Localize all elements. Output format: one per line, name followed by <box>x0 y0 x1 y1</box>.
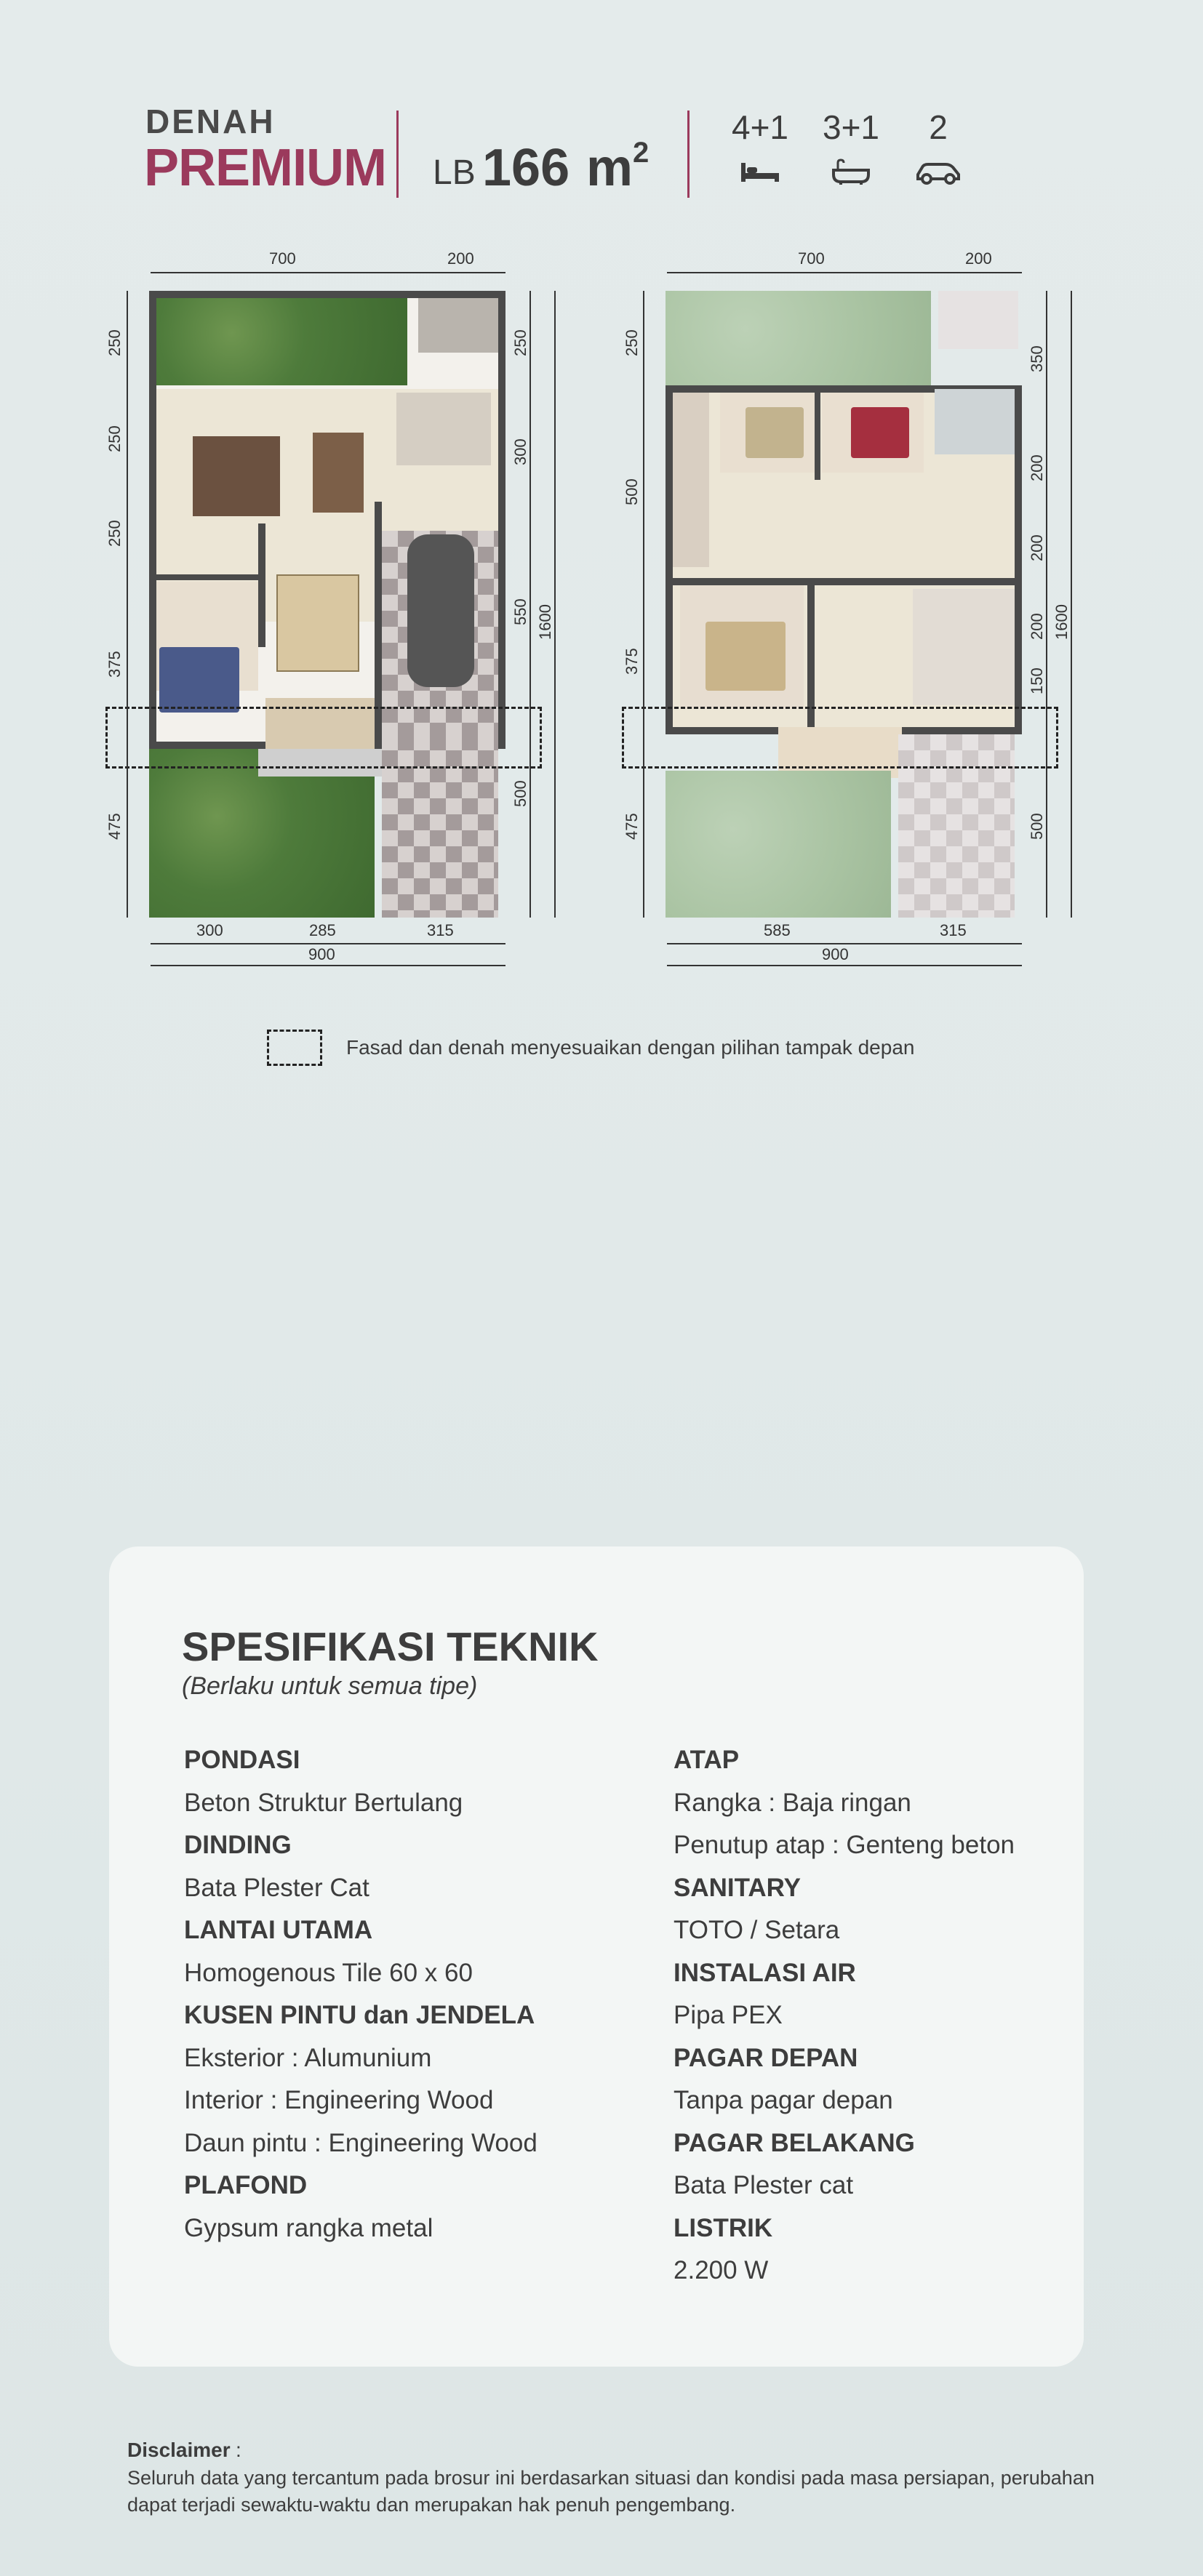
area-value: 166 <box>482 139 570 197</box>
spec-heading: DINDING <box>184 1831 292 1859</box>
dim-bottom: 285 <box>309 921 336 939</box>
dim-right: 550 <box>511 598 529 625</box>
facade-zone <box>622 707 1058 769</box>
lb-label: LB <box>433 153 476 192</box>
dim-left: 250 <box>623 329 641 356</box>
spec-value: Penutup atap : Genteng beton <box>674 1831 1015 1859</box>
bedroom-count: 4+1 <box>731 108 789 146</box>
upper-floor-plan <box>666 291 1022 918</box>
bed-icon <box>716 159 804 188</box>
carport-count: 2 <box>929 108 948 146</box>
ground-floor-plan <box>149 291 505 918</box>
dim-top: 200 <box>965 249 992 268</box>
facade-zone <box>105 707 542 769</box>
spec-column-right <box>674 1739 1015 2292</box>
spec-heading: LISTRIK <box>674 2213 773 2242</box>
car-icon <box>895 159 982 188</box>
dim-right: 150 <box>1028 667 1046 694</box>
spec-subtitle: (Berlaku untuk semua tipe) <box>182 1672 478 1700</box>
dim-left: 250 <box>105 329 124 356</box>
dim-bottom: 585 <box>764 921 791 939</box>
sofa <box>276 574 359 672</box>
dim-right: 200 <box>1028 534 1046 561</box>
dim-right: 350 <box>1028 345 1046 372</box>
dim-left: 500 <box>623 478 641 505</box>
legend-dashed-box-icon <box>267 1030 322 1066</box>
spec-value: Bata Plester Cat <box>184 1873 369 1902</box>
spec-value: Daun pintu : Engineering Wood <box>184 2128 537 2157</box>
front-garden-view <box>666 771 891 918</box>
legend-text: Fasad dan denah menyesuaikan dengan pilihan tampak depan <box>346 1036 915 1059</box>
spec-heading: KUSEN PINTU dan JENDELA <box>184 2001 535 2029</box>
spec-value: Rangka : Baja ringan <box>674 1788 911 1817</box>
spec-heading: LANTAI UTAMA <box>184 1916 373 1944</box>
bed <box>706 622 786 691</box>
spec-heading: SANITARY <box>674 1873 801 1902</box>
dim-bottom: 315 <box>427 921 454 939</box>
spec-value: Beton Struktur Bertulang <box>184 1788 463 1817</box>
spec-heading: INSTALASI AIR <box>674 1958 856 1987</box>
disclaimer-colon: : <box>236 2439 241 2461</box>
dim-total-width: 900 <box>308 945 335 963</box>
header-divider <box>687 111 690 198</box>
car <box>407 534 474 687</box>
dim-left: 375 <box>105 651 124 678</box>
back-garden-view <box>666 291 931 385</box>
spec-value: Bata Plester cat <box>674 2171 854 2199</box>
area-unit-exponent: 2 <box>633 137 650 169</box>
dim-bottom: 315 <box>940 921 967 939</box>
spec-heading: PAGAR BELAKANG <box>674 2128 915 2157</box>
spec-heading: PONDASI <box>184 1746 300 1774</box>
dim-bottom: 300 <box>196 921 223 939</box>
spec-title: SPESIFIKASI TEKNIK <box>182 1624 599 1669</box>
disclaimer-text: Seluruh data yang tercantum pada brosur ini berdasarkan situasi dan kondisi pada masa persiapan, perubahan dapat terjadi sewaktu-waktu dan merupakan hak penuh pengembang. <box>127 2467 1095 2516</box>
spec-value: Gypsum rangka metal <box>184 2213 433 2242</box>
dim-total-height: 1600 <box>1052 604 1071 640</box>
back-garden <box>156 298 407 385</box>
dim-right: 500 <box>1028 813 1046 840</box>
bathroom <box>913 589 1015 705</box>
spec-value: TOTO / Setara <box>674 1916 840 1944</box>
stairs <box>673 393 709 567</box>
dim-right: 200 <box>1028 454 1046 481</box>
dining-table <box>313 433 364 513</box>
bed <box>851 407 909 458</box>
dim-right: 500 <box>511 780 529 807</box>
spec-value: 2.200 W <box>674 2256 769 2284</box>
bathroom <box>935 389 1015 454</box>
spec-value: Interior : Engineering Wood <box>184 2086 494 2114</box>
dim-top: 200 <box>447 249 474 268</box>
dim-left: 475 <box>105 813 124 840</box>
page-title: PREMIUM <box>144 139 386 197</box>
stair-landing <box>418 298 498 353</box>
dim-top: 700 <box>269 249 296 268</box>
area-unit: m <box>586 139 634 197</box>
spec-value: Homogenous Tile 60 x 60 <box>184 1958 473 1987</box>
kitchen <box>396 393 491 465</box>
dim-total-height: 1600 <box>536 604 554 640</box>
dim-left: 250 <box>105 520 124 547</box>
spec-heading: PAGAR DEPAN <box>674 2043 858 2072</box>
dim-left: 475 <box>623 813 641 840</box>
dim-left: 375 <box>623 648 641 675</box>
dining-table <box>193 436 280 516</box>
page-kicker: DENAH <box>145 103 276 140</box>
bed <box>159 647 239 713</box>
disclaimer-title: Disclaimer <box>127 2439 231 2461</box>
spec-heading: PLAFOND <box>184 2171 308 2199</box>
bed <box>746 407 804 458</box>
stair-landing <box>938 291 1018 349</box>
bathroom-count: 3+1 <box>822 108 880 146</box>
spec-column-left <box>184 1739 537 2250</box>
dim-right: 200 <box>1028 613 1046 640</box>
dim-right: 300 <box>511 438 529 465</box>
spec-value: Eksterior : Alumunium <box>184 2043 432 2072</box>
bathtub-icon <box>807 159 895 188</box>
dim-right: 250 <box>511 329 529 356</box>
dim-left: 250 <box>105 425 124 452</box>
dim-top: 700 <box>798 249 825 268</box>
header-divider <box>396 111 399 198</box>
spec-value: Tanpa pagar depan <box>674 2086 893 2114</box>
spec-value: Pipa PEX <box>674 2001 783 2029</box>
dim-total-width: 900 <box>822 945 849 963</box>
spec-heading: ATAP <box>674 1746 740 1774</box>
